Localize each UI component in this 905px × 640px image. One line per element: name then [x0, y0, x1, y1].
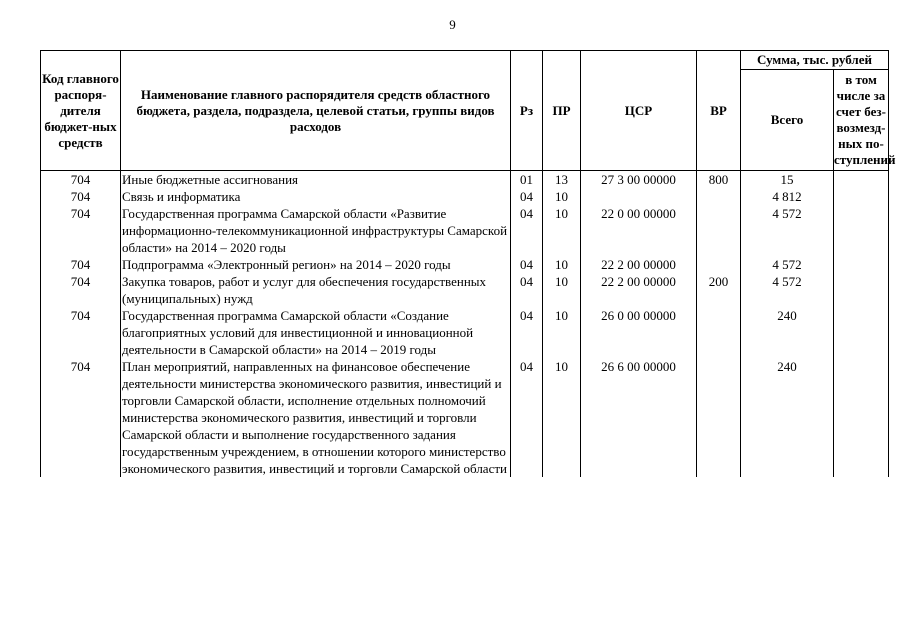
row-free-receipts — [834, 358, 889, 477]
row-csr: 27 3 00 00000 — [581, 171, 697, 189]
row-name: Закупка товаров, работ и услуг для обеспечения государственных (муниципальных) нужд — [121, 273, 511, 307]
table-row — [41, 171, 889, 189]
row-name: Связь и информатика — [121, 188, 511, 205]
row-pr: 10 — [543, 256, 581, 273]
row-code: 704 — [41, 273, 121, 307]
row-total: 4 812 — [741, 188, 834, 205]
page-number: 9 — [449, 17, 456, 32]
row-free-receipts — [834, 205, 889, 256]
row-csr: 26 0 00 00000 — [581, 307, 697, 358]
row-rz: 04 — [511, 188, 543, 205]
row-pr: 10 — [543, 358, 581, 477]
row-vr — [697, 188, 741, 205]
header-vr: ВР — [697, 51, 741, 171]
header-sum-group: Сумма, тыс. рублей — [741, 51, 889, 70]
row-code: 704 — [41, 307, 121, 358]
table-row — [41, 205, 889, 256]
row-rz: 04 — [511, 205, 543, 256]
row-free-receipts — [834, 188, 889, 205]
row-csr: 22 0 00 00000 — [581, 205, 697, 256]
header-pr: ПР — [543, 51, 581, 171]
header-free-receipts: в том числе за счет без-возмезд-ных по-ступлений — [834, 70, 889, 171]
row-pr: 13 — [543, 171, 581, 189]
row-total: 240 — [741, 358, 834, 477]
row-code: 704 — [41, 205, 121, 256]
header-csr: ЦСР — [581, 51, 697, 171]
row-rz: 04 — [511, 358, 543, 477]
table-row — [41, 358, 889, 477]
row-rz: 01 — [511, 171, 543, 189]
row-vr: 200 — [697, 273, 741, 307]
table-row — [41, 256, 889, 273]
row-free-receipts — [834, 256, 889, 273]
row-total: 4 572 — [741, 273, 834, 307]
row-name: Государственная программа Самарской области «Развитие информационно-телекоммуникационной инфраструктуры Самарской области» на 2014 – 2020 годы — [121, 205, 511, 256]
row-name: Государственная программа Самарской области «Создание благоприятных условий для инвестиционной и инновационной деятельности в Самарской области» на 2014 – 2019 годы — [121, 307, 511, 358]
table-row — [41, 307, 889, 358]
row-total: 15 — [741, 171, 834, 189]
row-vr — [697, 358, 741, 477]
row-pr: 10 — [543, 188, 581, 205]
row-csr: 22 2 00 00000 — [581, 256, 697, 273]
row-vr — [697, 307, 741, 358]
row-name: План мероприятий, направленных на финансовое обеспечение деятельности министерства экономического развития, инвестиций и торговли Самарской области, исполнение отдельных полномочий министерства экономического развития, инвестиций и торговли Самарской области и выполнение государственного задания государственным учреждением, в отношении которого министерство экономического развития, инвестиций и торговли Самарской области — [121, 358, 511, 477]
header-rz: Рз — [511, 51, 543, 171]
row-rz: 04 — [511, 273, 543, 307]
row-pr: 10 — [543, 307, 581, 358]
row-rz: 04 — [511, 256, 543, 273]
row-code: 704 — [41, 358, 121, 477]
row-total: 4 572 — [741, 256, 834, 273]
row-pr: 10 — [543, 205, 581, 256]
table-row — [41, 273, 889, 307]
row-vr — [697, 256, 741, 273]
row-pr: 10 — [543, 273, 581, 307]
row-code: 704 — [41, 171, 121, 189]
row-name: Иные бюджетные ассигнования — [121, 171, 511, 189]
row-vr: 800 — [697, 171, 741, 189]
row-free-receipts — [834, 171, 889, 189]
row-free-receipts — [834, 273, 889, 307]
table-body — [41, 171, 889, 478]
row-code: 704 — [41, 188, 121, 205]
table-row — [41, 188, 889, 205]
row-csr — [581, 188, 697, 205]
row-free-receipts — [834, 307, 889, 358]
header-name: Наименование главного распорядителя средств областного бюджета, раздела, подраздела, целевой статьи, группы видов расходов — [121, 51, 511, 171]
budget-table — [40, 50, 896, 477]
row-csr: 26 6 00 00000 — [581, 358, 697, 477]
row-total: 240 — [741, 307, 834, 358]
row-total: 4 572 — [741, 205, 834, 256]
header-total: Всего — [741, 70, 834, 171]
row-rz: 04 — [511, 307, 543, 358]
row-code: 704 — [41, 256, 121, 273]
header-code: Код главного распоря-дителя бюджет-ных средств — [41, 51, 121, 171]
row-vr — [697, 205, 741, 256]
row-csr: 22 2 00 00000 — [581, 273, 697, 307]
row-name: Подпрограмма «Электронный регион» на 2014 – 2020 годы — [121, 256, 511, 273]
